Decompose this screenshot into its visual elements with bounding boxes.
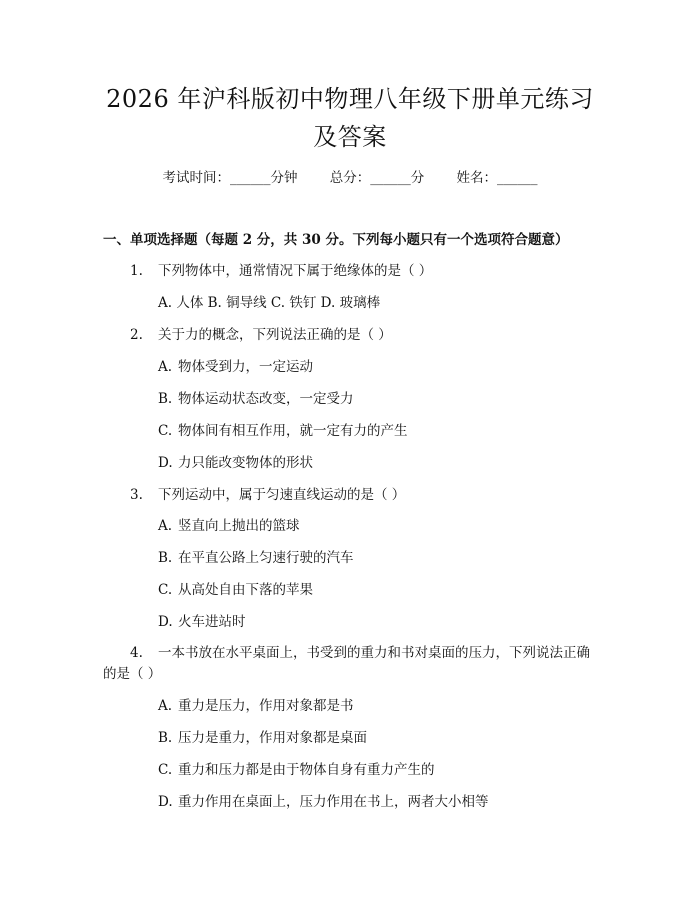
option-letter: B. (158, 391, 173, 407)
exam-time-label: 考试时间：______分钟 (162, 170, 298, 186)
option-letter: C. (158, 423, 173, 439)
option-letter: D. (158, 455, 173, 471)
option-item (158, 580, 313, 600)
option-item (158, 696, 354, 716)
question-number: 4. (130, 645, 143, 661)
option-text: 重力作用在桌面上，压力作用在书上，两者大小相等 (178, 794, 489, 810)
option-text: 重力是压力，作用对象都是书 (178, 698, 354, 714)
option-text: 竖直向上抛出的篮球 (178, 518, 300, 534)
question-text: 下列运动中，属于匀速直线运动的是（ ） (158, 487, 406, 503)
option-text: 力只能改变物体的形状 (178, 455, 313, 471)
question-text: 下列物体中，通常情况下属于绝缘体的是（ ） (158, 263, 433, 279)
question-2 (130, 325, 392, 345)
option-text: 火车进站时 (178, 614, 246, 630)
question-1 (130, 261, 432, 281)
option-letter: B. (158, 730, 173, 746)
title-line-2: 及答案 (313, 123, 387, 151)
option-letter: A. (158, 698, 173, 714)
option-text: 物体受到力，一定运动 (178, 359, 313, 375)
option-item (158, 389, 354, 409)
question-text: 一本书放在水平桌面上，书受到的重力和书对桌面的压力，下列说法正确 (158, 645, 590, 661)
question-4 (130, 643, 590, 663)
option-item (158, 453, 313, 473)
option-letter: D. (158, 614, 173, 630)
question-3 (130, 485, 405, 505)
option-item (158, 792, 489, 812)
option-item (158, 760, 435, 780)
option-text: 物体间有相互作用，就一定有力的产生 (178, 423, 408, 439)
option-letter: B. (158, 550, 173, 566)
option-letter: D. (158, 794, 173, 810)
option-letter: C. (158, 762, 173, 778)
option-item (158, 728, 367, 748)
exam-meta (0, 168, 700, 188)
option-text: 重力和压力都是由于物体自身有重力产生的 (178, 762, 435, 778)
student-name-label: 姓名：______ (456, 170, 538, 186)
total-score-label: 总分：______分 (329, 170, 425, 186)
option-text: 从高处自由下落的苹果 (178, 582, 313, 598)
option-text: 压力是重力，作用对象都是桌面 (178, 730, 367, 746)
question-1-options: A. 人体 B. 铜导线 C. 铁钉 D. 玻璃棒 (158, 295, 381, 311)
option-letter: C. (158, 582, 173, 598)
option-item (158, 548, 354, 568)
page-title (90, 80, 610, 156)
section-heading: 一、单项选择题（每题 2 分，共 30 分。下列每小题只有一个选项符合题意） (103, 232, 569, 248)
option-item (158, 612, 246, 632)
question-number: 2. (130, 327, 143, 343)
option-text: 在平直公路上匀速行驶的汽车 (178, 550, 354, 566)
question-text: 关于力的概念，下列说法正确的是（ ） (158, 327, 392, 343)
option-text: 物体运动状态改变，一定受力 (178, 391, 354, 407)
title-line-1: 2026 年沪科版初中物理八年级下册单元练习 (106, 85, 594, 113)
option-letter: A. (158, 359, 173, 375)
question-text-continued: 的是（ ） (103, 666, 162, 682)
option-item (158, 357, 313, 377)
option-letter: A. (158, 518, 173, 534)
question-number: 1. (130, 263, 143, 279)
option-item (158, 421, 408, 441)
option-item (158, 516, 300, 536)
question-number: 3. (130, 487, 143, 503)
